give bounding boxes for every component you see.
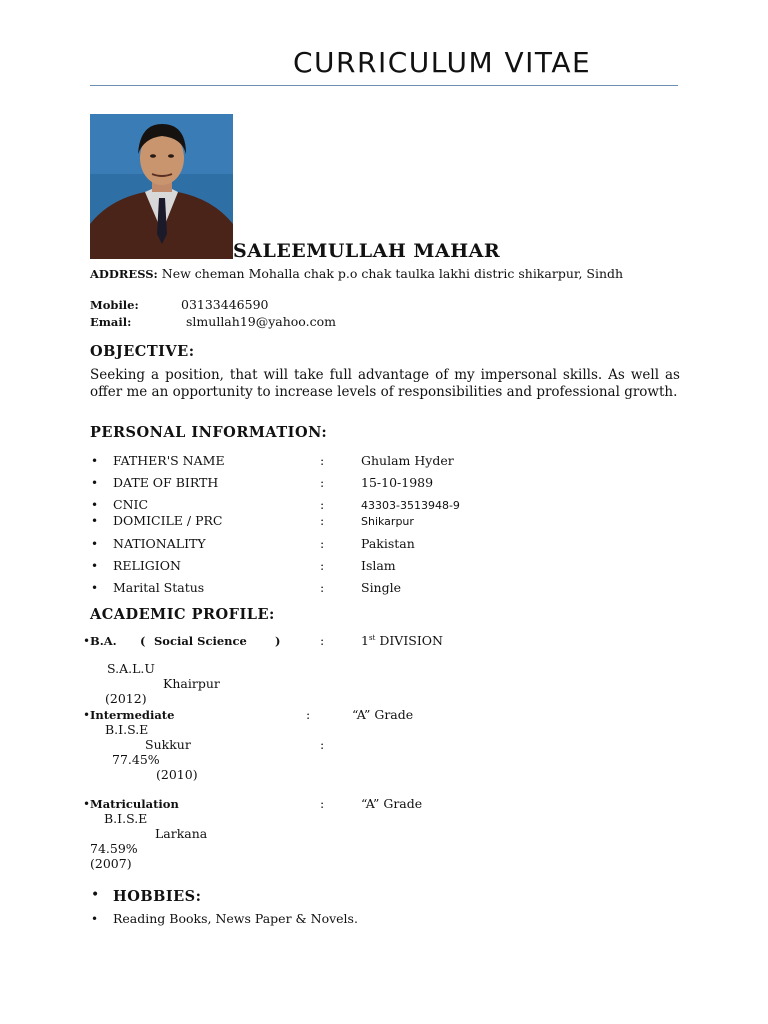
bullet-icon: • xyxy=(91,514,99,528)
personal-label: DOMICILE / PRC xyxy=(113,513,223,528)
matric-board: B.I.S.E xyxy=(104,811,148,826)
ba-subject: Social Science xyxy=(154,634,247,648)
personal-label: DATE OF BIRTH xyxy=(113,475,219,490)
personal-sep: : xyxy=(320,453,325,468)
bullet-icon: • xyxy=(91,559,99,573)
matric-city: Larkana xyxy=(155,826,208,841)
inter-sep-2: : xyxy=(320,737,325,752)
inter-result: “A” Grade xyxy=(352,707,414,722)
personal-sep: : xyxy=(320,558,325,573)
personal-sep: : xyxy=(320,536,325,551)
ba-close-paren: ) xyxy=(275,634,281,648)
ba-open-paren: ( xyxy=(140,634,146,648)
objective-text: Seeking a position, that will take full advantage of my impersonal skills. As well as offer me an opportunity to increase levels of responsibilities and professional growth. xyxy=(90,367,680,400)
matric-sep: : xyxy=(320,796,325,811)
personal-sep: : xyxy=(320,513,325,528)
bullet-icon: • xyxy=(91,498,99,512)
matric-year: (2007) xyxy=(90,856,132,871)
personal-label: Marital Status xyxy=(113,580,205,595)
ba-result-num: 1 xyxy=(361,633,369,648)
bullet-icon: • xyxy=(91,912,99,926)
ba-year: (2012) xyxy=(105,691,147,706)
personal-label: NATIONALITY xyxy=(113,536,206,551)
address-label: ADDRESS: xyxy=(90,267,158,281)
personal-value: Pakistan xyxy=(361,536,415,551)
bullet-icon: • xyxy=(91,454,99,468)
email-label: Email: xyxy=(90,315,132,329)
inter-city: Sukkur xyxy=(145,737,191,752)
academic-heading: ACADEMIC PROFILE: xyxy=(90,606,275,623)
personal-value: Ghulam Hyder xyxy=(361,453,454,468)
hobby-item: Reading Books, News Paper & Novels. xyxy=(113,911,358,926)
candidate-name: SALEEMULLAH MAHAR xyxy=(233,240,501,262)
title-divider xyxy=(90,85,678,86)
bullet-icon: • xyxy=(91,887,100,903)
profile-photo-image xyxy=(90,114,233,259)
mobile-value: 03133446590 xyxy=(181,297,269,312)
email-value: slmullah19@yahoo.com xyxy=(186,314,336,329)
ba-result xyxy=(361,633,443,648)
inter-label: Intermediate xyxy=(90,708,175,722)
inter-board: B.I.S.E xyxy=(105,722,149,737)
inter-percent: 77.45% xyxy=(112,752,160,767)
matric-label: Matriculation xyxy=(90,797,179,811)
bullet-icon: • xyxy=(91,581,99,595)
personal-sep: : xyxy=(320,580,325,595)
personal-sep: : xyxy=(320,497,325,512)
bullet-icon: • xyxy=(83,708,91,722)
ba-board: S.A.L.U xyxy=(107,661,155,676)
bullet-icon: • xyxy=(91,476,99,490)
bullet-icon: • xyxy=(91,537,99,551)
personal-label: FATHER'S NAME xyxy=(113,453,225,468)
matric-result: “A” Grade xyxy=(361,796,423,811)
personal-value: Shikarpur xyxy=(361,515,414,528)
personal-info-heading: PERSONAL INFORMATION: xyxy=(90,424,328,441)
document-title: CURRICULUM VITAE xyxy=(293,46,592,79)
personal-label: CNIC xyxy=(113,497,149,512)
personal-label: RELIGION xyxy=(113,558,181,573)
bullet-icon: • xyxy=(83,797,91,811)
address-line xyxy=(90,266,623,281)
ba-result-rest: DIVISION xyxy=(375,633,443,648)
inter-sep: : xyxy=(306,707,311,722)
personal-value: Single xyxy=(361,580,402,595)
bullet-icon: • xyxy=(83,634,91,648)
inter-year: (2010) xyxy=(156,767,198,782)
personal-value: Islam xyxy=(361,558,396,573)
matric-percent: 74.59% xyxy=(90,841,138,856)
hobbies-heading: HOBBIES: xyxy=(113,888,202,905)
ba-city: Khairpur xyxy=(163,676,220,691)
profile-photo xyxy=(90,114,233,259)
personal-sep: : xyxy=(320,475,325,490)
personal-value: 43303-3513948-9 xyxy=(361,499,460,512)
personal-value: 15-10-1989 xyxy=(361,475,434,490)
ba-label: B.A. xyxy=(90,634,117,648)
address-value: New cheman Mohalla chak p.o chak taulka lakhi distric shikarpur, Sindh xyxy=(161,266,624,281)
ba-result-sup: st xyxy=(368,633,376,642)
objective-heading: OBJECTIVE: xyxy=(90,343,195,360)
ba-sep: : xyxy=(320,633,325,648)
mobile-label: Mobile: xyxy=(90,298,139,312)
